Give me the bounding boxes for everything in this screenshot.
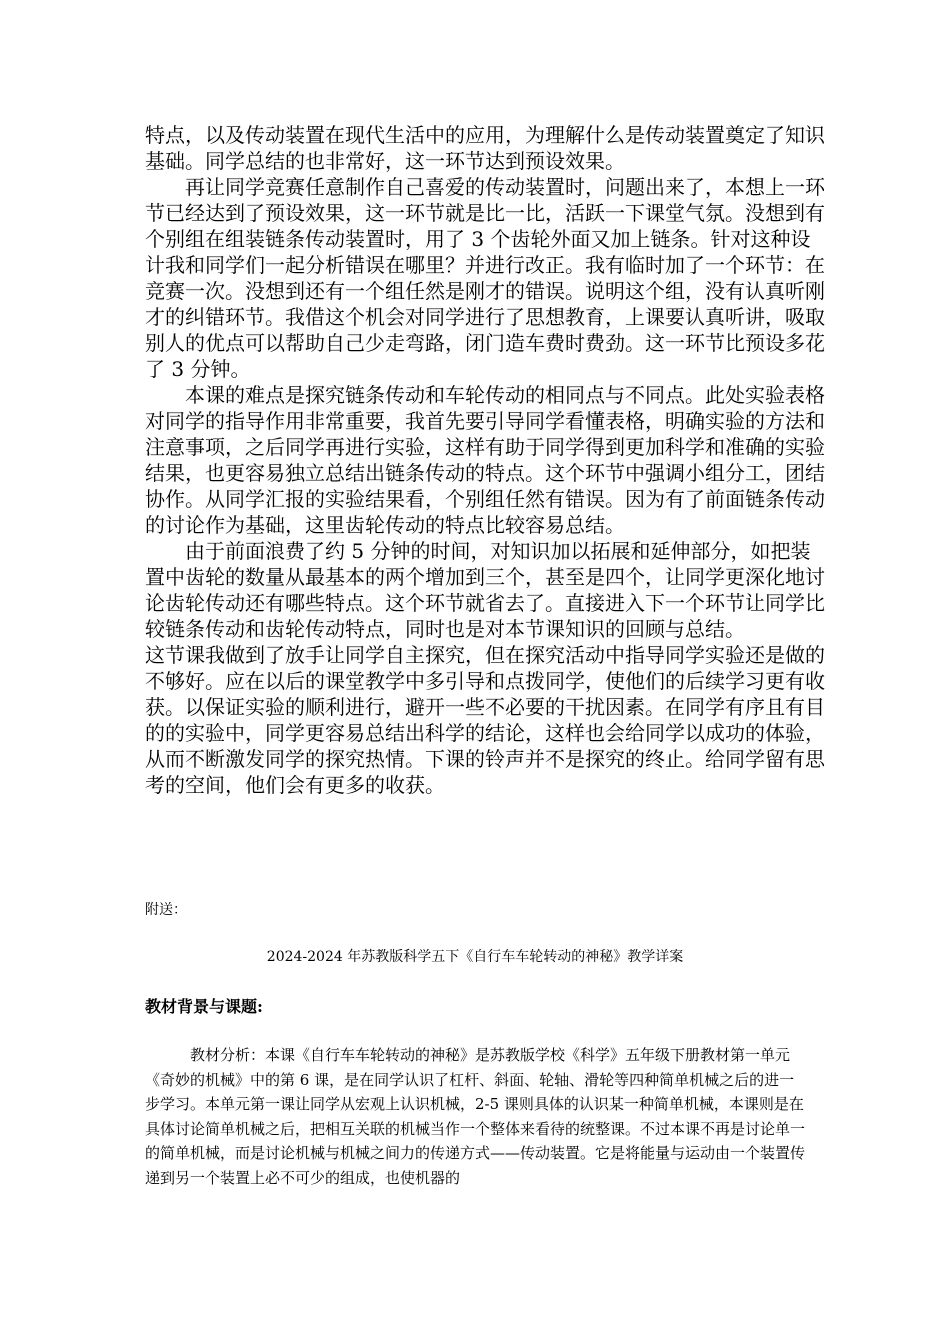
attachment-label: 附送： (145, 902, 187, 918)
document-title: 2024-2024 年苏教版科学五下《自行车车轮转动的神秘》教学详案 (266, 949, 684, 965)
reflection-text (145, 122, 825, 798)
section-heading: 教材背景与课题: (145, 997, 263, 1016)
reflection-paragraph-2: 再让同学竞赛任意制作自己喜爱的传动装置时，问题出来了，本想上一环节已经达到了预设效果，这一环节就是比一比，活跃一下课堂气氛。没想到有个别组在组装链条传动装置时，用了 3 个齿轮外面又加上链条。针对这种设计我和同学们一起分析错误在哪里？并进行改正。我有临时加了一个环节：在竞赛一次。没想到还有一个组任然是刚才的错误。说明这个组，没有认真听刚才的纠错环节。我借这个机会对同学进行了思想教育，上课要认真听讲，吸取别人的优点可以帮助自己少走弯路，闭门造车费时费劲。这一环节比预设多花了 3 分钟。 (145, 175, 825, 381)
analysis-text (145, 1043, 805, 1190)
reflection-paragraph-3: 本课的难点是探究链条传动和车轮传动的相同点与不同点。此处实验表格对同学的指导作用非常重要，我首先要引导同学看懂表格，明确实验的方法和注意事项，之后同学再进行实验，这样有助于同学得到更加科学和准确的实验结果，也更容易独立总结出链条传动的特点。这个环节中强调小组分工，团结协作。从同学汇报的实验结果看，个别组任然有错误。因为有了前面链条传动的讨论作为基础，这里齿轮传动的特点比较容易总结。 (145, 383, 825, 537)
analysis-paragraph: 教材分析：本课《自行车车轮转动的神秘》是苏教版学校《科学》五年级下册教材第一单元《奇妙的机械》中的第 6 课，是在同学认识了杠杆、斜面、轮轴、滑轮等四种简单机械之后的进一步学习。本单元第一课让同学从宏观上认识机械，2-5 课则具体的认识某一种简单机械，本课则是在具体讨论简单机械之后，把相互关联的机械当作一个整体来看待的统整课。不过本课不再是讨论单一的简单机械，而是讨论机械与机械之间力的传递方式——传动装置。它是将能量与运动由一个装置传递到另一个装置上必不可少的组成，也使机器的 (145, 1046, 806, 1187)
reflection-paragraph-5: 这节课我做到了放手让同学自主探究，但在探究活动中指导同学实验还是做的不够好。应在以后的课堂教学中多引导和点拨同学，使他们的后续学习更有收获。以保证实验的顺利进行，避开一些不必要的干扰因素。在同学有序且有目的的实验中，同学更容易总结出科学的结论，这样也会给同学以成功的体验，从而不断激发同学的探究热情。下课的铃声并不是探究的终止。给同学留有思考的空间，他们会有更多的收获。 (145, 643, 825, 797)
reflection-paragraph-4: 由于前面浪费了约 5 分钟的时间，对知识加以拓展和延伸部分，如把装置中齿轮的数量从最基本的两个增加到三个，甚至是四个，让同学更深化地讨论齿轮传动还有哪些特点。这个环节就省去了。直接进入下一个环节让同学比较链条传动和齿轮传动特点，同时也是对本节课知识的回顾与总结。 (145, 539, 825, 641)
reflection-paragraph-1: 特点，以及传动装置在现代生活中的应用，为理解什么是传动装置奠定了知识基础。同学总结的也非常好，这一环节达到预设效果。 (145, 123, 825, 173)
